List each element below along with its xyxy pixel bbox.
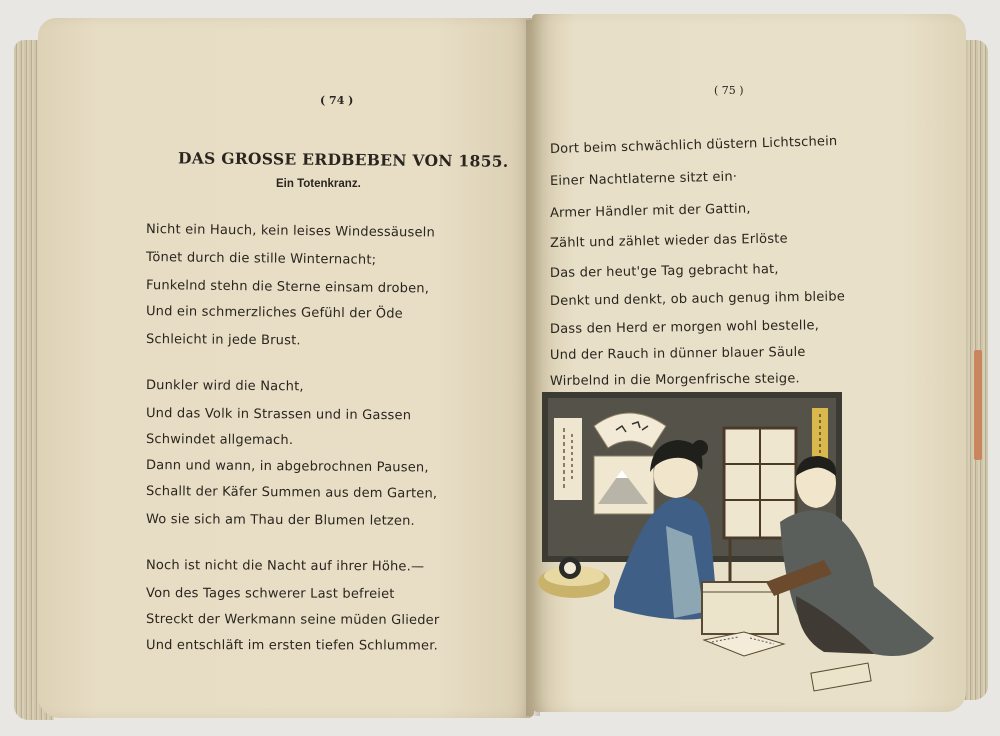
- poem-line: Streckt der Werkmann seine müden Glieder: [145, 612, 440, 629]
- poem-line: Und ein schmerzliches Gefühl der Öde: [145, 304, 403, 322]
- poem-line: Das der heut'ge Tag gebracht hat,: [549, 262, 779, 281]
- poem-line: Schleicht in jede Brust.: [145, 332, 301, 349]
- poem-title: DAS GROSSE ERDBEBEN VON 1855.: [177, 148, 509, 171]
- woodblock-print-illustration: [534, 386, 952, 712]
- poem-line: Und das Volk in Strassen und in Gassen: [145, 406, 412, 424]
- poem-line: Und entschläft im ersten tiefen Schlummer.: [145, 638, 438, 654]
- poem-line: Wo sie sich am Thau der Blumen letzen.: [145, 512, 415, 529]
- poem-line: Dort beim schwächlich düstern Lichtschein: [549, 133, 838, 157]
- poem-line: Denkt und denkt, ob auch genug ihm bleibe: [549, 289, 846, 309]
- right-page: [532, 14, 966, 712]
- poem-line: Armer Händler mit der Gattin,: [549, 201, 751, 221]
- poem-line: Tönet durch die stille Winternacht;: [145, 250, 377, 268]
- poem-line: Noch ist nicht die Nacht auf ihrer Höhe.—: [145, 558, 425, 575]
- poem-line: Zählt und zählet wieder das Erlöste: [549, 231, 788, 251]
- poem-line: Wirbelnd in die Morgenfrische steige.: [549, 371, 800, 389]
- poem-line: Dann und wann, in abgebrochnen Pausen,: [145, 458, 429, 476]
- poem-line: Und der Rauch in dünner blauer Säule: [549, 344, 806, 363]
- poem-subtitle: Ein Totenkranz.: [276, 178, 361, 190]
- money-box: [702, 582, 778, 634]
- page-number-left: ( 74 ): [320, 94, 354, 107]
- hanging-scroll-left: [554, 418, 582, 500]
- poem-line: Funkelnd stehn die Sterne einsam droben,: [145, 278, 430, 297]
- poem-line: Dass den Herd er morgen wohl bestelle,: [549, 318, 820, 337]
- coin-tray: [811, 663, 871, 691]
- poem-line: Schwindet allgemach.: [145, 432, 294, 449]
- ledger-book: [704, 632, 784, 656]
- poem-line: Schallt der Käfer Summen aus dem Garten,: [145, 484, 438, 502]
- poem-line: Nicht ein Hauch, kein leises Windessäuseln: [145, 222, 436, 241]
- left-page: [38, 18, 534, 718]
- page-number-right: ( 75 ): [714, 84, 744, 97]
- poem-line: Dunkler wird die Nacht,: [145, 378, 304, 395]
- bookmark-tab: [974, 350, 982, 460]
- poem-line: Einer Nachtlaterne sitzt ein·: [549, 169, 738, 189]
- poem-line: Von des Tages schwerer Last befreiet: [145, 586, 395, 602]
